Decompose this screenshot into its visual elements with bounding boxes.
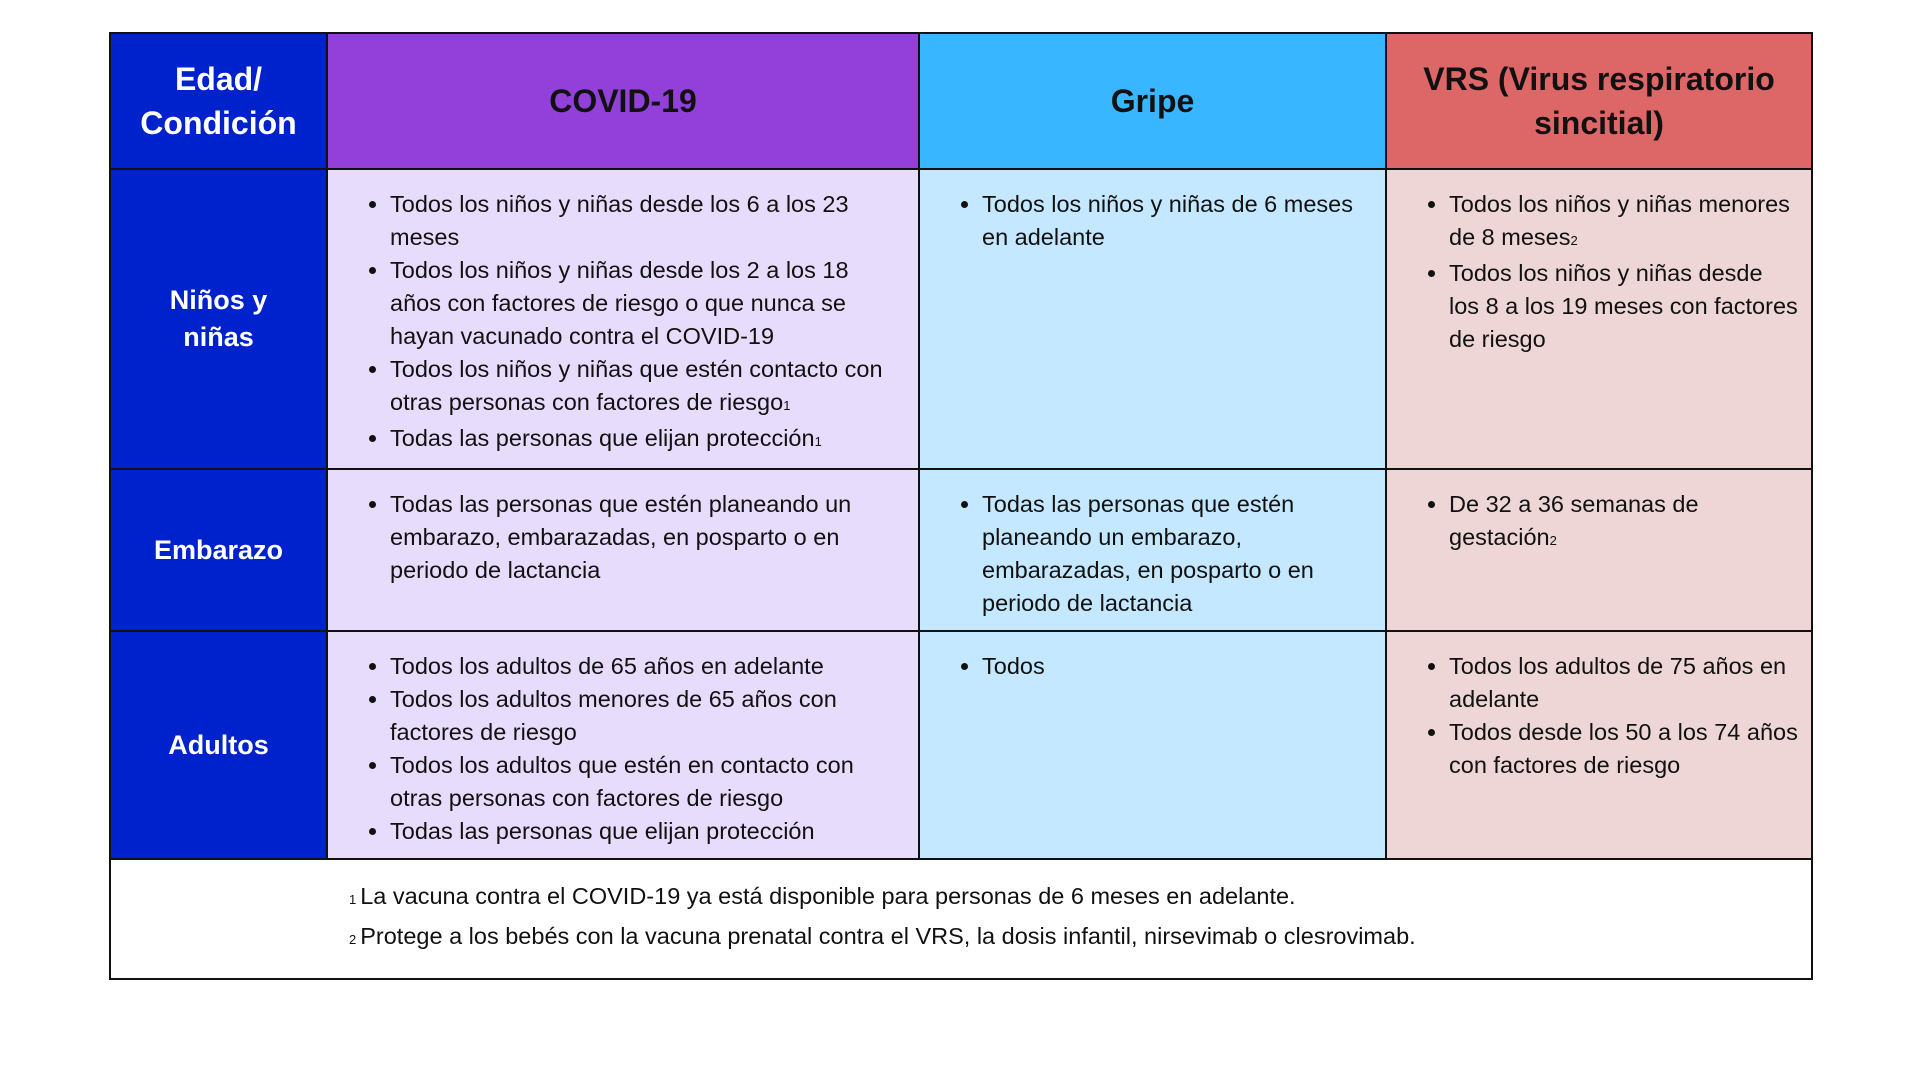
list-item xyxy=(390,353,906,422)
item-text: Todos los niños y niñas desde los 2 a los 18 años con factores de riesgo o que nunca se hayan vacunado contra el COVID-19 xyxy=(390,257,849,349)
list-item xyxy=(390,650,906,683)
list-item xyxy=(1449,257,1799,356)
cell-gripe xyxy=(919,469,1386,631)
bullet-list xyxy=(920,470,1385,630)
header-vrs: VRS (Virus respiratorio sincitial) xyxy=(1386,33,1812,169)
item-text: Todos los niños y niñas desde los 8 a los 19 meses con factores de riesgo xyxy=(1449,260,1798,352)
list-item xyxy=(390,749,906,815)
bullet-list xyxy=(328,632,918,858)
row-label: Adultos xyxy=(110,631,327,859)
cell-covid xyxy=(327,469,919,631)
list-item xyxy=(1449,716,1799,782)
cell-vrs xyxy=(1386,469,1812,631)
list-item xyxy=(390,488,906,587)
item-text: Todas las personas que estén planeando un embarazo, embarazadas, en posparto o en periodo de lactancia xyxy=(390,491,852,583)
list-item xyxy=(390,254,906,353)
item-text: Todas las personas que elijan protección xyxy=(390,425,815,451)
item-text: Todos los niños y niñas menores de 8 meses xyxy=(1449,191,1790,250)
footnote-ref: 2 xyxy=(1570,233,1578,248)
header-row xyxy=(110,33,1812,169)
list-item xyxy=(982,188,1373,254)
cell-vrs xyxy=(1386,169,1812,469)
bullet-list xyxy=(328,170,918,468)
footnote-text: La vacuna contra el COVID-19 ya está disponible para personas de 6 meses en adelante. xyxy=(360,883,1296,909)
list-item xyxy=(982,650,1373,683)
footnotes-row xyxy=(110,859,1812,979)
item-text: Todos xyxy=(982,653,1045,679)
footnote-ref: 1 xyxy=(814,434,822,449)
footnote-number: 2 xyxy=(349,932,357,947)
footnote xyxy=(349,918,1811,958)
table-row xyxy=(110,469,1812,631)
cell-covid xyxy=(327,631,919,859)
bullet-list xyxy=(1387,632,1811,792)
item-text: Todas las personas que elijan protección xyxy=(390,818,815,844)
footnotes xyxy=(111,860,1811,958)
footnote-number: 1 xyxy=(349,892,357,907)
bullet-list xyxy=(328,470,918,597)
bullet-list xyxy=(1387,470,1811,567)
row-label: Embarazo xyxy=(110,469,327,631)
list-item xyxy=(390,422,906,458)
list-item xyxy=(1449,188,1799,257)
footnote xyxy=(349,878,1811,918)
item-text: Todos los niños y niñas que estén contacto con otras personas con factores de riesgo xyxy=(390,356,883,415)
table-row xyxy=(110,631,1812,859)
table-row xyxy=(110,169,1812,469)
footnote-ref: 1 xyxy=(783,398,791,413)
item-text: Todos los adultos menores de 65 años con factores de riesgo xyxy=(390,686,837,745)
vaccine-recommendation-table xyxy=(109,32,1813,980)
header-age-condition: Edad/ Condición xyxy=(110,33,327,169)
item-text: Todos los adultos de 65 años en adelante xyxy=(390,653,824,679)
bullet-list xyxy=(920,170,1385,264)
list-item xyxy=(1449,488,1799,557)
item-text: Todas las personas que estén planeando un embarazo, embarazadas, en posparto o en periodo de lactancia xyxy=(982,491,1314,616)
item-text: Todos los adultos de 75 años en adelante xyxy=(1449,653,1787,712)
row-label: Niños y niñas xyxy=(110,169,327,469)
list-item xyxy=(390,188,906,254)
list-item xyxy=(1449,650,1799,716)
header-covid: COVID-19 xyxy=(327,33,919,169)
item-text: Todos los niños y niñas desde los 6 a los 23 meses xyxy=(390,191,849,250)
header-gripe: Gripe xyxy=(919,33,1386,169)
item-text: Todos desde los 50 a los 74 años con factores de riesgo xyxy=(1449,719,1798,778)
footnote-text: Protege a los bebés con la vacuna prenatal contra el VRS, la dosis infantil, nirsevimab o clesrovimab. xyxy=(360,923,1416,949)
cell-gripe xyxy=(919,169,1386,469)
footnote-ref: 2 xyxy=(1549,533,1557,548)
cell-vrs xyxy=(1386,631,1812,859)
cell-gripe xyxy=(919,631,1386,859)
list-item xyxy=(390,683,906,749)
bullet-list xyxy=(920,632,1385,693)
list-item xyxy=(982,488,1373,620)
item-text: Todos los niños y niñas de 6 meses en adelante xyxy=(982,191,1353,250)
cell-covid xyxy=(327,169,919,469)
list-item xyxy=(390,815,906,848)
item-text: Todos los adultos que estén en contacto con otras personas con factores de riesgo xyxy=(390,752,854,811)
bullet-list xyxy=(1387,170,1811,366)
item-text: De 32 a 36 semanas de gestación xyxy=(1449,491,1699,550)
